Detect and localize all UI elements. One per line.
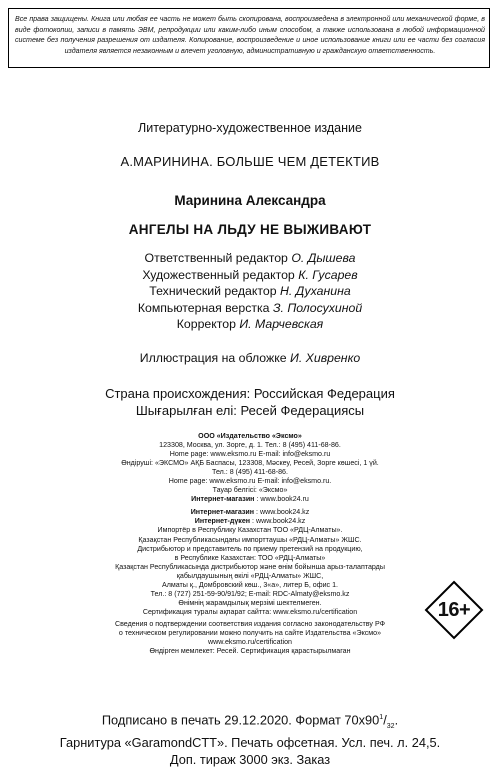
credit-line: [0, 283, 500, 300]
credit-role: Компьютерная верстка: [137, 300, 270, 315]
country-ru: Страна происхождения: Российская Федерация: [105, 386, 395, 401]
shop-url: : www.book24.ru: [254, 495, 309, 504]
edition-kind: Литературно-художественное издание: [138, 121, 362, 135]
signed-suffix: .: [394, 712, 399, 728]
imprint-line: 123308, Москва, ул. Зорге, д. 1. Тел.: 8 (495) 411-68-86.: [159, 441, 341, 450]
imprint-line: Home page: www.eksmo.ru E-mail: info@eksmo.ru: [169, 450, 331, 459]
shop-label: Интернет-магазин: [190, 508, 255, 517]
country-kz: Шығарылған елі: Ресей Федерациясы: [135, 403, 365, 418]
credit-person: И. Марчевская: [239, 317, 324, 332]
credit-line: [0, 267, 500, 284]
print-info-line: Гарнитура «GaramondCTT». Печать офсетная. Усл. печ. л. 24,5.: [59, 735, 441, 751]
imprint-line: Сведения о подтверждении соответствия издания согласно законодательству РФ: [114, 619, 385, 628]
print-info-line: Доп. тираж 3000 экз. Заказ: [169, 751, 331, 767]
copyright-notice-text: Все права защищены. Книга или любая ее часть не может быть скопирована, воспроизведена в электронной или механической форме, в виде фотокопии, записи в память ЭВМ, репродукции или каким-либо иным способом, а также использована в любой информационной системе без получения разрешения от издателя. Копирование, воспроизведение и иное использование книги или ее части без согласия издателя является незаконным и влечет уголовную, административную и гражданскую ответственность.: [15, 15, 485, 55]
imprint-line: Импортёр в Республику Казахстан ТОО «РДЦ-Алматы».: [157, 526, 343, 535]
imprint-line: Қазақстан Республикасындағы импорттаушы «РДЦ-Алматы» ЖШС.: [138, 535, 362, 544]
format-fraction-sep: /: [383, 712, 387, 728]
shop-url: : www.book24.kz: [250, 517, 306, 526]
imprint-line: [0, 517, 500, 526]
copyright-notice-box: [8, 8, 490, 68]
imprint-line: Тел.: 8 (727) 251-59-90/91/92; E-mail: RDC-Almaty@eksmo.kz: [150, 589, 350, 598]
credit-role: Иллюстрация на обложке: [139, 351, 287, 365]
credit-role: Корректор: [176, 317, 236, 332]
cover-illustration-credit: [0, 351, 500, 365]
imprint-line: Алматы қ., Домбровский көш., 3«а», литер Б, офис 1.: [162, 580, 338, 589]
age-rating-label: 16+: [437, 599, 471, 621]
signed-text: Подписано в печать 29.12.2020. Формат 70х90: [101, 712, 380, 728]
imprint-line: Тел.: 8 (495) 411-68-86.: [212, 468, 288, 477]
imprint-line: Сертификация туралы ақпарат сайтта: www.eksmo.ru/certification: [142, 607, 358, 616]
credit-person: О. Дышева: [291, 251, 356, 265]
imprint-line: [0, 495, 500, 504]
credit-line: [0, 316, 500, 333]
credit-role: Художественный редактор: [142, 267, 295, 282]
imprint-line: www.eksmo.ru/certification: [208, 638, 292, 647]
format-fraction-den: 32: [386, 722, 395, 730]
imprint-line: о техническом регулировании можно получить на сайте Издательства «Эксмо»: [118, 628, 382, 637]
shop-label: Интернет-магазин: [191, 495, 255, 504]
credit-role: Технический редактор: [149, 284, 277, 299]
age-rating-badge: [424, 580, 484, 640]
imprint-line: Өнімнің жарамдылық мерзімі шектелмеген.: [178, 598, 322, 607]
imprint-line: Тауар белгісі: «Эксмо»: [212, 486, 288, 495]
imprint-line: Өндіруші: «ЭКСМО» АҚБ Баспасы, 123308, Мәскеу, Ресей, Зорге көшесі, 1 үй.: [121, 459, 379, 468]
publisher-name: ООО «Издательство «Эксмо»: [198, 432, 302, 440]
credit-person: З. Полосухиной: [272, 300, 363, 315]
credit-person: К. Гусарев: [298, 267, 358, 282]
imprint-line: Өндірген мемлекет: Ресей. Сертификация қарастырылмаган: [149, 647, 351, 656]
credit-person: И. Хивренко: [290, 351, 361, 365]
imprint-line: [0, 508, 500, 517]
credit-line: [0, 250, 500, 267]
book-title: АНГЕЛЫ НА ЛЬДУ НЕ ВЫЖИВАЮТ: [128, 222, 372, 237]
shop-url: : www.book24.kz: [254, 508, 310, 517]
credit-person: Н. Духанина: [279, 284, 351, 299]
author-name: Маринина Александра: [174, 193, 326, 208]
imprint-line: Қазақстан Республикасында дистрибьютор және өнім бойынша арыз-талаптарды: [115, 562, 385, 571]
print-info: [0, 710, 500, 768]
print-info-line: [0, 710, 500, 735]
imprint-line: Home page: www.eksmo.ru E-mail: info@eksmo.ru.: [168, 477, 332, 486]
series-name: А.МАРИНИНА. БОЛЬШЕ ЧЕМ ДЕТЕКТИВ: [120, 154, 380, 169]
shop-label: Интернет-дүкен: [194, 517, 251, 526]
format-fraction-num: 1: [379, 714, 384, 721]
imprint-line: в Республике Казахстан: ТОО «РДЦ-Алматы»: [174, 553, 326, 562]
imprint-line: қабылдаушының өкілі «РДЦ-Алматы» ЖШС,: [176, 571, 324, 580]
credit-role: Ответственный редактор: [144, 251, 288, 265]
credits-list: [0, 250, 500, 333]
credit-line: [0, 300, 500, 317]
country-of-origin: [0, 385, 500, 419]
imprint-line: Дистрибьютор и представитель по приему претензий на продукцию,: [137, 544, 363, 553]
